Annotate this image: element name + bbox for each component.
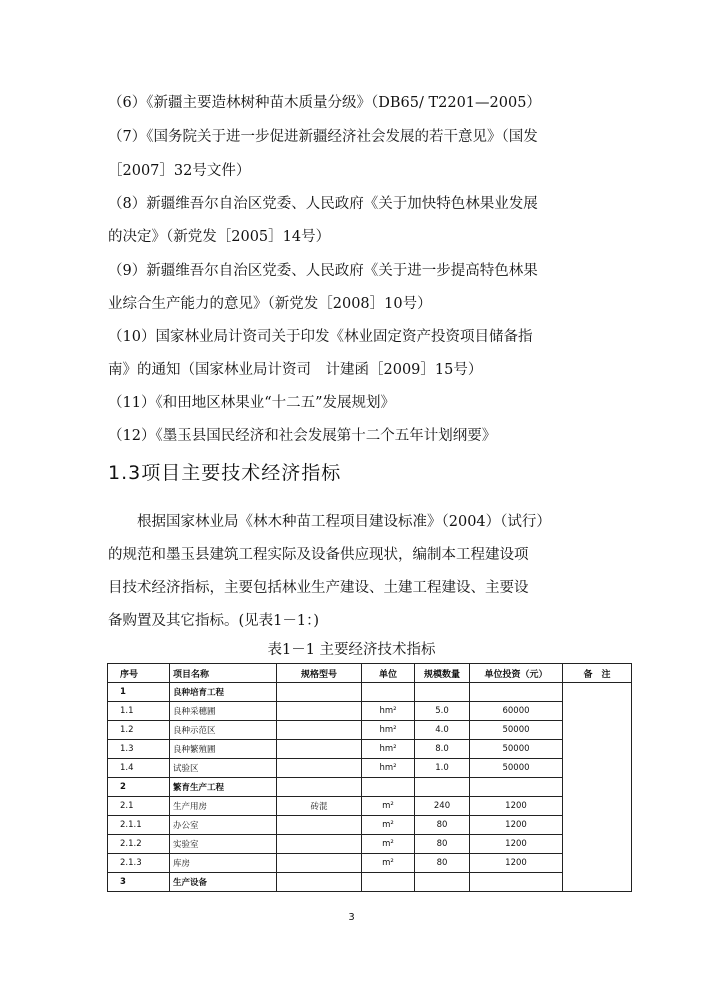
reference-10-line2: 南》的通知（国家林业局计资司 计建函［2009］15号）	[108, 362, 483, 378]
row-invest-cell: 1200	[470, 854, 563, 873]
table-row	[108, 797, 632, 816]
reference-9-line2: 业综合生产能力的意见》（新党发［2008］10号）	[108, 296, 432, 312]
row-name-cell: 良种培育工程	[170, 683, 277, 702]
row-qty-cell: 80	[415, 835, 470, 854]
row-name-cell: 办公室	[170, 816, 277, 835]
row-name-cell: 繁育生产工程	[170, 778, 277, 797]
row-no-cell: 2.1.3	[108, 854, 170, 873]
table-row	[108, 854, 632, 873]
reference-8-line2: 的决定》（新党发［2005］14号）	[108, 229, 331, 245]
row-invest-cell	[470, 778, 563, 797]
reference-9-line1: （9）新疆维吾尔自治区党委、人民政府《关于进一步提高特色林果	[108, 263, 538, 279]
row-spec-cell	[277, 816, 362, 835]
row-name-cell: 生产用房	[170, 797, 277, 816]
row-invest-cell: 1200	[470, 797, 563, 816]
remarks-cell	[563, 683, 632, 892]
section-heading: 1.3项目主要技术经济指标	[108, 462, 342, 484]
table-row	[108, 759, 632, 778]
row-qty-cell: 8.0	[415, 740, 470, 759]
row-invest-cell: 1200	[470, 835, 563, 854]
body-line-3: 目技术经济指标，主要包括林业生产建设、土建工程建设、主要设	[108, 580, 529, 596]
row-unit-cell: m²	[362, 816, 415, 835]
row-spec-cell	[277, 759, 362, 778]
table-row	[108, 721, 632, 740]
row-name-cell: 生产设备	[170, 873, 277, 892]
row-no-cell: 2.1.1	[108, 816, 170, 835]
row-invest-cell: 50000	[470, 740, 563, 759]
row-spec-cell	[277, 702, 362, 721]
reference-12: （12）《墨玉县国民经济和社会发展第十二个五年计划纲要》	[108, 428, 497, 444]
header-spec: 规格型号	[277, 664, 362, 683]
row-unit-cell: m²	[362, 835, 415, 854]
row-unit-cell: hm²	[362, 759, 415, 778]
header-no: 序号	[108, 664, 170, 683]
row-invest-cell: 60000	[470, 702, 563, 721]
row-spec-cell: 砖混	[277, 797, 362, 816]
row-qty-cell	[415, 778, 470, 797]
row-invest-cell	[470, 873, 563, 892]
body-line-1: 根据国家林业局《林木种苗工程项目建设标准》（2004）（试行）	[108, 514, 551, 530]
row-spec-cell	[277, 683, 362, 702]
reference-7-line2: ［2007］32号文件）	[108, 163, 251, 179]
row-qty-cell	[415, 683, 470, 702]
page-number: 3	[348, 912, 355, 923]
row-unit-cell	[362, 683, 415, 702]
header-qty: 规模数量	[415, 664, 470, 683]
reference-7-line1: （7）《国务院关于进一步促进新疆经济社会发展的若干意见》（国发	[108, 129, 538, 145]
row-invest-cell	[470, 683, 563, 702]
row-qty-cell	[415, 873, 470, 892]
body-line-2: 的规范和墨玉县建筑工程实际及设备供应现状，编制本工程建设项	[108, 547, 529, 563]
body-line-4: 备购置及其它指标。(见表1－1：)	[108, 613, 320, 629]
row-no-cell: 2.1.2	[108, 835, 170, 854]
row-name-cell: 良种示范区	[170, 721, 277, 740]
reference-11: （11）《和田地区林果业“十二五”发展规划》	[108, 395, 396, 411]
row-no-cell: 2.1	[108, 797, 170, 816]
header-remarks: 备 注	[563, 664, 632, 683]
row-name-cell: 试验区	[170, 759, 277, 778]
row-unit-cell: m²	[362, 797, 415, 816]
row-name-cell: 良种繁殖圃	[170, 740, 277, 759]
row-qty-cell: 1.0	[415, 759, 470, 778]
table-row	[108, 778, 632, 797]
table-row	[108, 702, 632, 721]
row-unit-cell: m²	[362, 854, 415, 873]
table-row	[108, 816, 632, 835]
row-qty-cell: 80	[415, 816, 470, 835]
reference-8-line1: （8）新疆维吾尔自治区党委、人民政府《关于加快特色林果业发展	[108, 196, 538, 212]
table-row	[108, 835, 632, 854]
header-name: 项目名称	[170, 664, 277, 683]
row-spec-cell	[277, 873, 362, 892]
row-qty-cell: 4.0	[415, 721, 470, 740]
row-invest-cell: 50000	[470, 721, 563, 740]
row-unit-cell: hm²	[362, 702, 415, 721]
row-spec-cell	[277, 835, 362, 854]
row-spec-cell	[277, 854, 362, 873]
table-row	[108, 683, 632, 702]
row-spec-cell	[277, 778, 362, 797]
table-caption: 表1－1 主要经济技术指标	[267, 642, 436, 658]
row-qty-cell: 80	[415, 854, 470, 873]
table-row	[108, 873, 632, 892]
header-invest: 单位投资（元）	[470, 664, 563, 683]
row-no-cell: 1.3	[108, 740, 170, 759]
row-unit-cell	[362, 778, 415, 797]
reference-10-line1: （10）国家林业局计资司关于印发《林业固定资产投资项目储备指	[108, 329, 533, 345]
table-header-row	[108, 664, 632, 683]
row-name-cell: 良种采穗圃	[170, 702, 277, 721]
row-unit-cell: hm²	[362, 721, 415, 740]
row-qty-cell: 240	[415, 797, 470, 816]
row-invest-cell: 50000	[470, 759, 563, 778]
row-spec-cell	[277, 721, 362, 740]
row-no-cell: 1.1	[108, 702, 170, 721]
row-name-cell: 库房	[170, 854, 277, 873]
row-no-cell: 1.2	[108, 721, 170, 740]
row-spec-cell	[277, 740, 362, 759]
row-no-cell: 1.4	[108, 759, 170, 778]
row-qty-cell: 5.0	[415, 702, 470, 721]
row-unit-cell	[362, 873, 415, 892]
row-name-cell: 实验室	[170, 835, 277, 854]
row-no-cell: 3	[108, 873, 170, 892]
reference-6: （6）《新疆主要造林树种苗木质量分级》（DB65/ T2201—2005）	[108, 95, 541, 111]
row-no-cell: 2	[108, 778, 170, 797]
indicators-table	[107, 663, 632, 892]
row-unit-cell: hm²	[362, 740, 415, 759]
table-row	[108, 740, 632, 759]
row-invest-cell: 1200	[470, 816, 563, 835]
row-no-cell: 1	[108, 683, 170, 702]
header-unit: 单位	[362, 664, 415, 683]
